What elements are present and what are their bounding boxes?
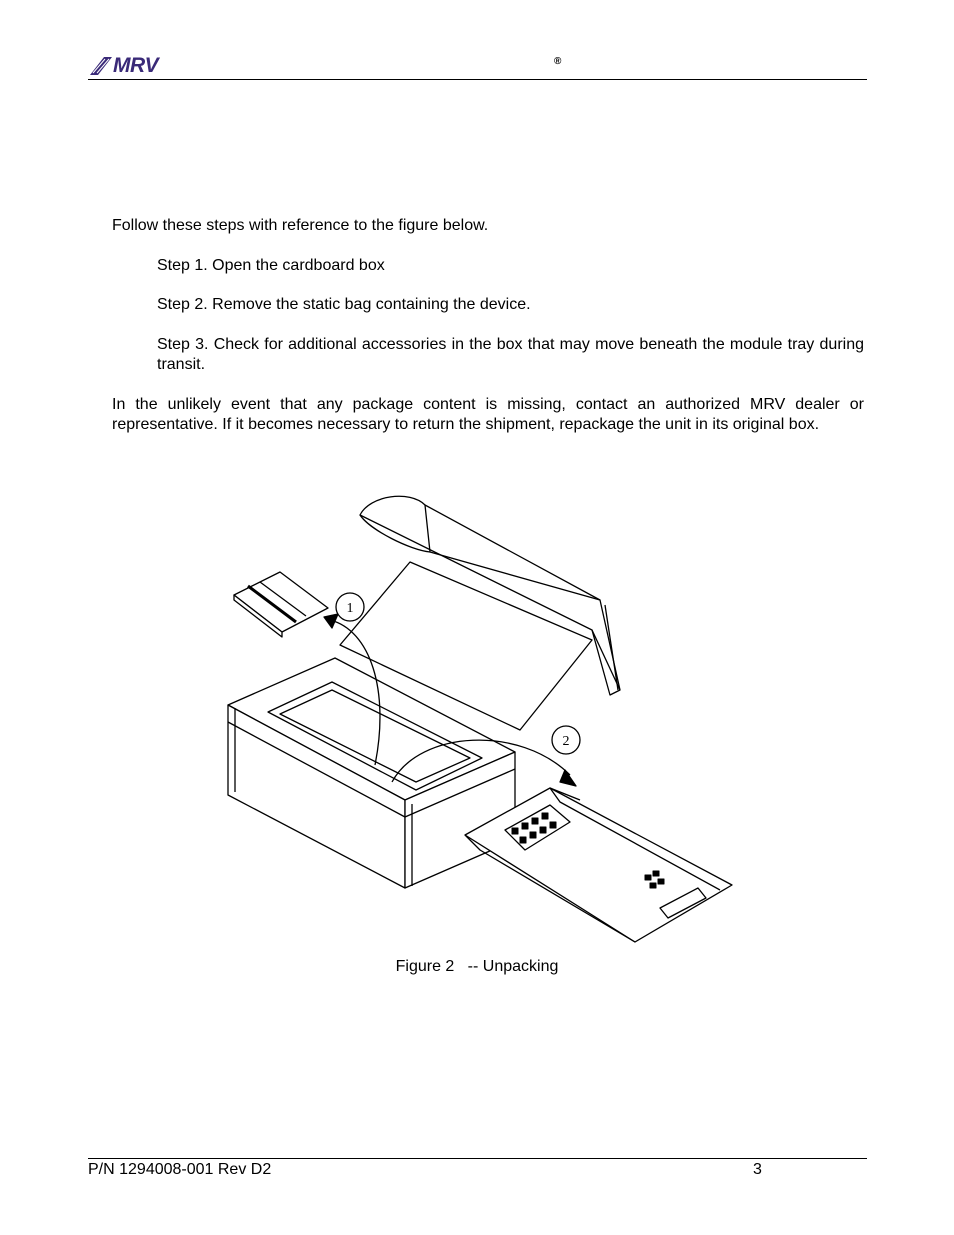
step-3: Step 3. Check for additional accessories in the box that may move beneath the module tray during transit.	[157, 336, 864, 373]
page-footer	[88, 1158, 867, 1183]
step-2: Step 2. Remove the static bag containing the device.	[157, 296, 531, 313]
mrv-logo-icon	[90, 57, 112, 75]
callout-2: 2	[562, 734, 570, 749]
part-number: P/N 1294008-001 Rev D2	[88, 1161, 272, 1178]
step-1: Step 1. Open the cardboard box	[157, 257, 385, 274]
page-header	[88, 52, 867, 80]
brand-name: MRV	[113, 54, 159, 77]
accessory-card	[234, 572, 328, 637]
intro-text: Follow these steps with reference to the figure below.	[112, 217, 489, 234]
figure-caption: Figure 2 -- Unpacking	[395, 958, 559, 975]
registered-mark: ®	[554, 56, 562, 67]
unpacking-illustration	[220, 490, 740, 950]
callout-1: 1	[346, 601, 354, 616]
missing-content-note: In the unlikely event that any package content is missing, contact an authorized MRV dealer or representative. If it becomes necessary to return the shipment, repackage the unit in its original box.	[112, 396, 864, 433]
page-number: 3	[753, 1161, 762, 1178]
mrv-logo	[90, 56, 158, 76]
